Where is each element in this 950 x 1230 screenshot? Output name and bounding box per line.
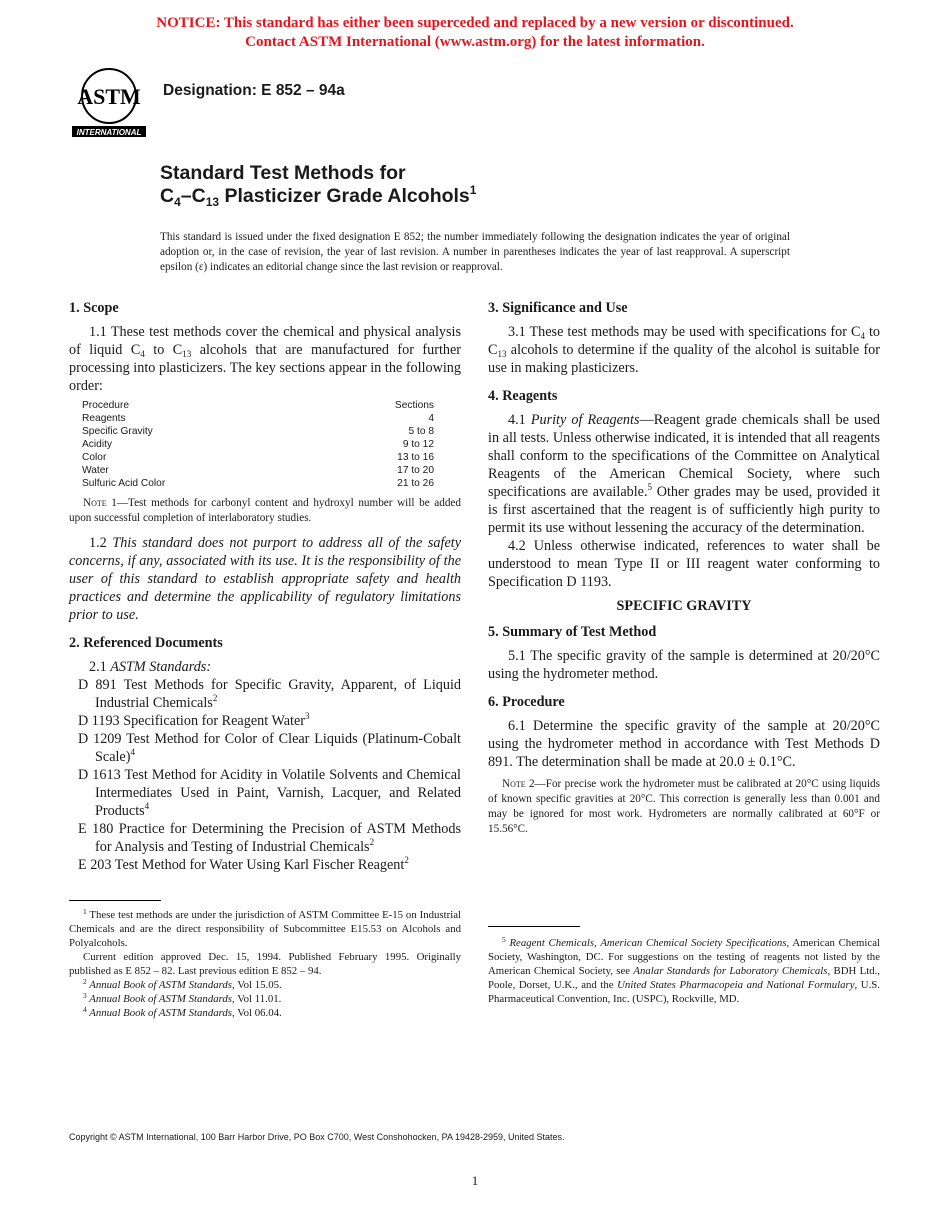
footnote-1: $^1$ These test methods are under the jurisdiction of ASTM Committee E-15 on Industrial Chemicals and are the direct responsibility of Subcommittee E15.53 on Alcohols and Polyalcohols.	[69, 907, 461, 949]
document-title	[160, 162, 476, 208]
table-row: Color 13 to 16	[82, 452, 434, 463]
reagents-4-2: 4.2 Unless otherwise indicated, references to water shall be understood to mean Type II or III reagent water conforming to Specification D 1193.	[488, 538, 880, 590]
footnote-1b: Current edition approved Dec. 15, 1994. Published February 1995. Originally published as E 852 – 82. Last previous edition E 852 – 94.	[69, 951, 461, 977]
specific-gravity-heading: SPECIFIC GRAVITY	[616, 598, 752, 614]
table-row: Reagents 4	[82, 413, 434, 424]
table-row: Sulfuric Acid Color 21 to 26	[82, 478, 434, 489]
intro-paragraph: This standard is issued under the fixed designation E 852; the number immediately following the designation indicates the year of original adoption or, in the case of revision, the year of last revision. A number in parentheses indicates the year of last reapproval. A superscript epsilon (ε) indicates an editorial change since the last revision or reapproval.	[160, 231, 790, 273]
ref-item: D 891 Test Methods for Specific Gravity, Apparent, of Liquid Industrial Chemicals$^2$	[78, 677, 461, 711]
footnotes-right	[488, 936, 880, 1006]
refdocs-2-1: 2.1 ASTM Standards:	[89, 659, 212, 675]
reagents-4-1: 4.1 Purity of Reagents—Reagent grade chemicals shall be used in all tests. Unless otherwise indicated, it is intended that all reagents shall conform to the specifications of the Committee on Analytical Reagents of the American Chemical Society, where such specifications are available.$^5$ Other grades may be used, provided it is first ascertained that the reagent is of sufficiently high purity to permit its use without lessening the accuracy of the determination.	[488, 412, 881, 536]
copyright: Copyright © ASTM International, 100 Barr Harbor Drive, PO Box C700, West Conshohocken, PA 19428-2959, United States.	[69, 1132, 565, 1142]
page-number: 1	[471, 1173, 479, 1188]
note-1: Note 1—Test methods for carbonyl content and hydroxyl number will be added upon successful completion of interlaboratory studies.	[69, 497, 461, 524]
section-5-heading: 5. Summary of Test Method	[488, 624, 657, 640]
note-2: Note 2—For precise work the hydrometer must be calibrated at 20°C using liquids of known specific gravities at 20°C. This correction is generally less than 0.001 and may be ignored for most work. Hydrometers are normally calibrated at 60°F or 15.56°C.	[488, 778, 880, 835]
logo-text: ASTM	[77, 84, 141, 109]
sections-table	[82, 399, 434, 490]
refdocs-heading: 2. Referenced Documents	[69, 635, 223, 651]
astm-logo-icon	[68, 66, 150, 138]
table-row: Acidity 9 to 12	[82, 439, 434, 450]
section-6-heading: 6. Procedure	[488, 694, 565, 710]
table-row: Specific Gravity 5 to 8	[82, 426, 434, 437]
section-5-1: 5.1 The specific gravity of the sample is determined at 20/20°C using the hydrometer method.	[488, 648, 880, 682]
astm-logo	[68, 66, 150, 138]
notice-line-1: NOTICE: This standard has either been superceded and replaced by a new version or discontinued.	[156, 15, 794, 31]
footnote-3: $^3$ Annual Book of ASTM Standards, Vol 11.01.	[83, 991, 282, 1005]
ref-item: D 1193 Specification for Reagent Water$^3$	[78, 711, 310, 729]
ref-item: E 203 Test Method for Water Using Karl Fischer Reagent$^2$	[78, 855, 409, 873]
ref-item: D 1209 Test Method for Color of Clear Liquids (Platinum-Cobalt Scale)$^4$	[78, 731, 461, 765]
scope-heading: 1. Scope	[69, 300, 119, 316]
section-6-1: 6.1 Determine the specific gravity of the sample at 20/20°C using the hydrometer method in accordance with Test Methods D 891. The determination shall be made at 20.0 ± 0.1°C.	[488, 718, 880, 770]
designation: Designation: E 852 – 94a	[163, 82, 345, 99]
scope-1-1: 1.1 These test methods cover the chemical and physical analysis of liquid $C_4$ to $C_{13}$ alcohols that are manufactured for further processing into plasticizers. The key sections appear in the following order:	[69, 324, 461, 394]
significance-3-1: 3.1 These test methods may be used with specifications for $C_4$ to $C_{13}$ alcohols to determine if the quality of the alcohol is suitable for use in making plasticizers.	[488, 324, 880, 376]
notice-line-2: Contact ASTM International (www.astm.org) for the latest information.	[245, 34, 705, 50]
table-header: Procedure Sections	[82, 400, 434, 411]
right-column	[488, 299, 880, 845]
ref-item: E 180 Practice for Determining the Precision of ASTM Methods for Analysis and Testing of Industrial Chemicals$^2$	[78, 821, 461, 855]
footnote-4: $^4$ Annual Book of ASTM Standards, Vol 06.04.	[83, 1005, 282, 1019]
title-line-2: $C_4-C_{13}$ Plasticizer Grade Alcohols$^1$	[160, 183, 477, 209]
logo-sub: INTERNATIONAL	[76, 128, 142, 137]
left-column	[69, 299, 461, 874]
footnote-rule-right	[488, 926, 580, 927]
notice-banner	[0, 14, 950, 52]
reagents-heading: 4. Reagents	[488, 388, 558, 404]
footnote-5: $^5$ Reagent Chemicals, American Chemical Society Specifications, American Chemical Society, Washington, DC. For suggestions on the testing of reagents not listed by the American Chemical Society, see Analar Standards for Laboratory Chemicals, BDH Ltd., Poole, Dorset, U.K., and the United States Pharmacopeia and National Formulary, U.S. Pharmaceutical Convention, Inc. (USPC), Rockville, MD.	[488, 935, 881, 1005]
footnote-rule-left	[69, 900, 161, 901]
scope-1-2: 1.2 This standard does not purport to address all of the safety concerns, if any, associated with its use. It is the responsibility of the user of this standard to establish appropriate safety and health practices and determine the applicability of regulatory limitations prior to use.	[69, 535, 461, 623]
table-row: Water 17 to 20	[82, 465, 434, 476]
footnotes-left	[69, 908, 461, 1020]
significance-heading: 3. Significance and Use	[488, 300, 628, 316]
ref-item: D 1613 Test Method for Acidity in Volatile Solvents and Chemical Intermediates Used in Paint, Varnish, Lacquer, and Related Products$^4$	[78, 767, 461, 819]
title-line-1: Standard Test Methods for	[160, 162, 406, 184]
footnote-2: $^2$ Annual Book of ASTM Standards, Vol 15.05.	[83, 977, 282, 991]
